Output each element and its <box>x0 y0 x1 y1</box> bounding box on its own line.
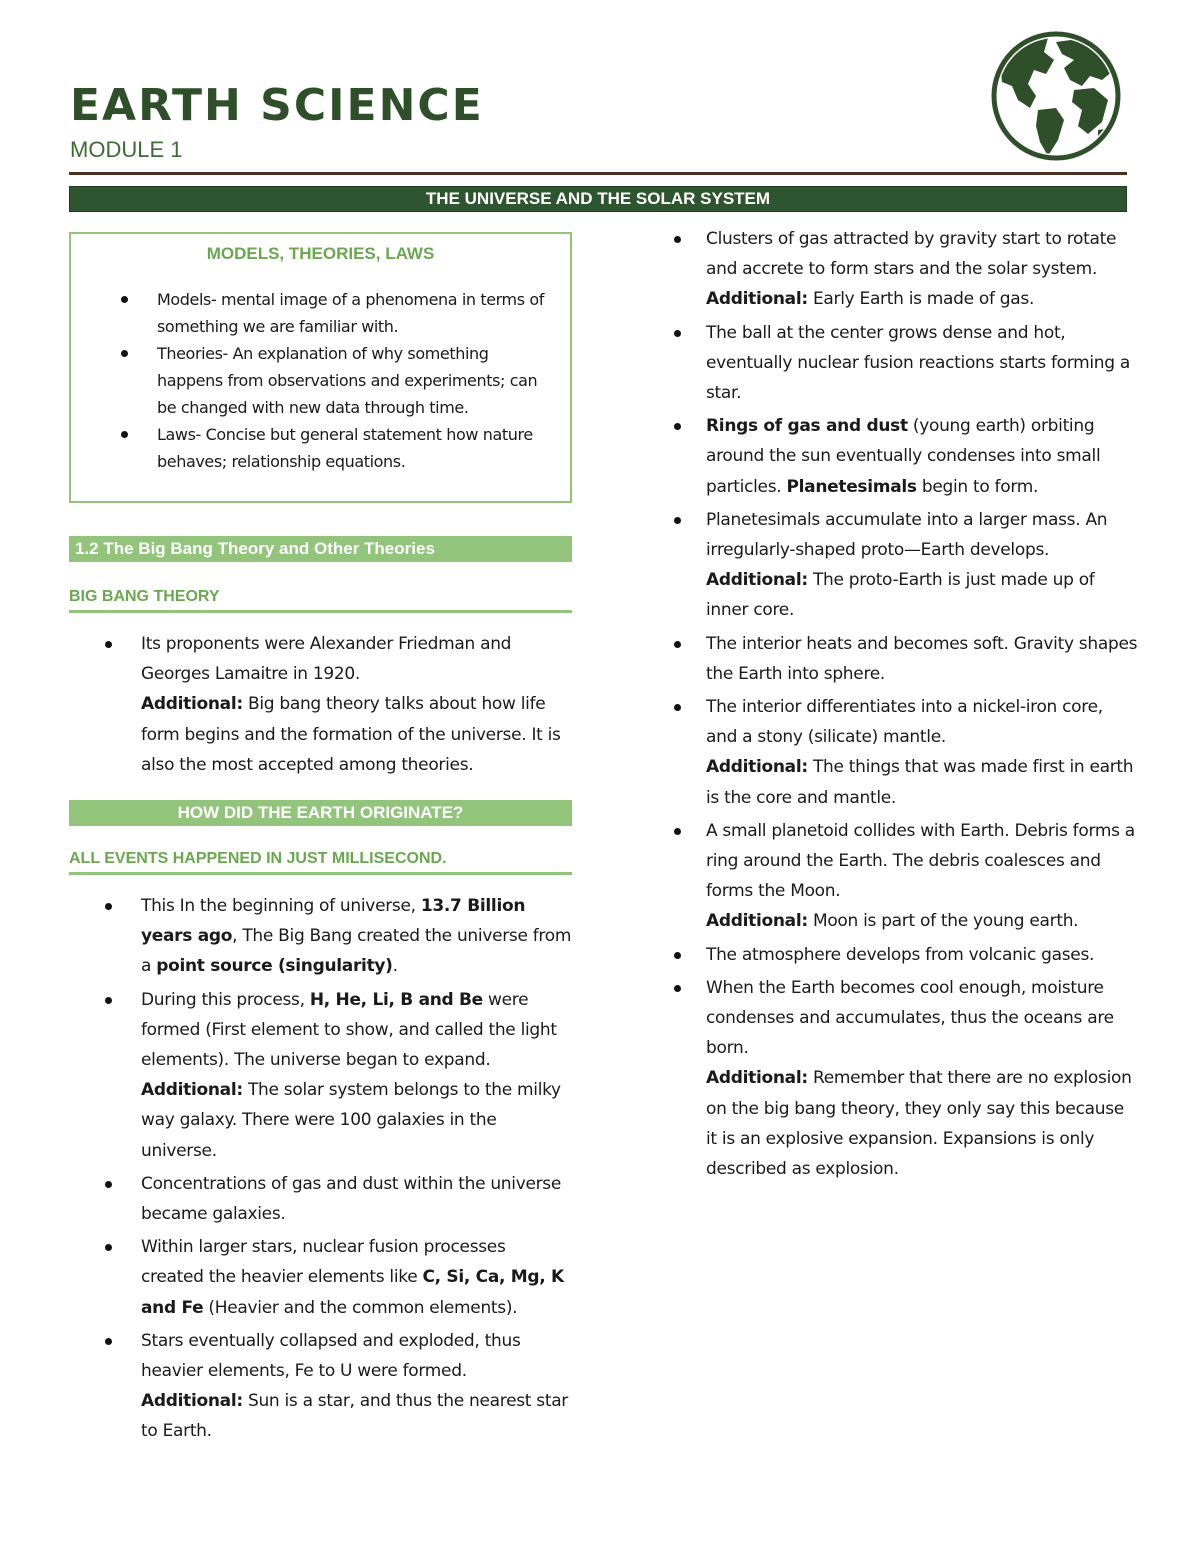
list-item: Laws- Concise but general statement how nature behaves; relationship equations. <box>157 421 556 475</box>
list-item: The interior differentiates into a nickel-iron core, and a stony (silicate) mantle. Additional: The things that was made first in earth is the core and mantle. <box>706 692 1138 813</box>
list-item: Models- mental image of a phenomena in terms of something we are familiar with. <box>157 286 556 340</box>
subheader-millisecond: ALL EVENTS HAPPENED IN JUST MILLISECOND. <box>69 850 572 875</box>
list-item: Its proponents were Alexander Friedman and Georges Lamaitre in 1920. Additional: Big bang theory talks about how life form begins and the formation of the universe. It is also the most accepted among theories. <box>141 629 572 780</box>
formation-list <box>668 224 1138 1184</box>
list-item: The atmosphere develops from volcanic gases. <box>706 940 1138 970</box>
list-item: Rings of gas and dust (young earth) orbiting around the sun eventually condenses into small particles. Planetesimals begin to form. <box>706 411 1138 502</box>
list-item: The ball at the center grows dense and hot, eventually nuclear fusion reactions starts forming a star. <box>706 318 1138 409</box>
models-theories-laws-box <box>69 232 572 503</box>
section-header-earth-origin: HOW DID THE EARTH ORIGINATE? <box>69 800 572 826</box>
list-item: Stars eventually collapsed and exploded, thus heavier elements, Fe to U were formed. Additional: Sun is a star, and thus the nearest star to Earth. <box>141 1326 572 1447</box>
list-item: Planetesimals accumulate into a larger mass. An irregularly-shaped proto—Earth develops. Additional: The proto-Earth is just made up of inner core. <box>706 505 1138 626</box>
models-box-title: MODELS, THEORIES, LAWS <box>206 244 435 263</box>
list-item: Theories- An explanation of why something happens from observations and experiments; can be changed with new data through time. <box>157 340 556 421</box>
list-item: When the Earth becomes cool enough, moisture condenses and accumulates, thus the oceans are born. Additional: Remember that there are no explosion on the big bang theory, they only say this because it is an explosive expansion. Expansions is only described as explosion. <box>706 973 1138 1184</box>
list-item: Concentrations of gas and dust within the universe became galaxies. <box>141 1169 572 1229</box>
globe-icon <box>990 30 1122 162</box>
list-item: This In the beginning of universe, 13.7 Billion years ago, The Big Bang created the universe from a point source (singularity). <box>141 891 572 982</box>
list-item: During this process, H, He, Li, B and Be were formed (First element to show, and called the light elements). The universe began to expand. Additional: The solar system belongs to the milky way galaxy. There were 100 galaxies in the universe. <box>141 985 572 1166</box>
page-title: EARTH SCIENCE <box>70 80 484 131</box>
big-bang-list <box>69 629 572 780</box>
header-rule <box>69 172 1127 175</box>
list-item: Clusters of gas attracted by gravity start to rotate and accrete to form stars and the solar system. Additional: Early Earth is made of gas. <box>706 224 1138 315</box>
right-column <box>668 224 1138 1187</box>
module-label: MODULE 1 <box>70 137 183 162</box>
section-header-big-bang: 1.2 The Big Bang Theory and Other Theories <box>69 536 572 562</box>
list-item: Within larger stars, nuclear fusion processes created the heavier elements like C, Si, Ca, Mg, K and Fe (Heavier and the common elements). <box>141 1232 572 1323</box>
models-list <box>85 286 556 475</box>
left-column <box>69 232 572 1450</box>
subheader-big-bang-theory: BIG BANG THEORY <box>69 588 572 613</box>
chapter-banner: THE UNIVERSE AND THE SOLAR SYSTEM <box>69 186 1127 212</box>
earth-origin-list <box>69 891 572 1447</box>
list-item: A small planetoid collides with Earth. Debris forms a ring around the Earth. The debris coalesces and forms the Moon. Additional: Moon is part of the young earth. <box>706 816 1138 937</box>
list-item: The interior heats and becomes soft. Gravity shapes the Earth into sphere. <box>706 629 1138 689</box>
